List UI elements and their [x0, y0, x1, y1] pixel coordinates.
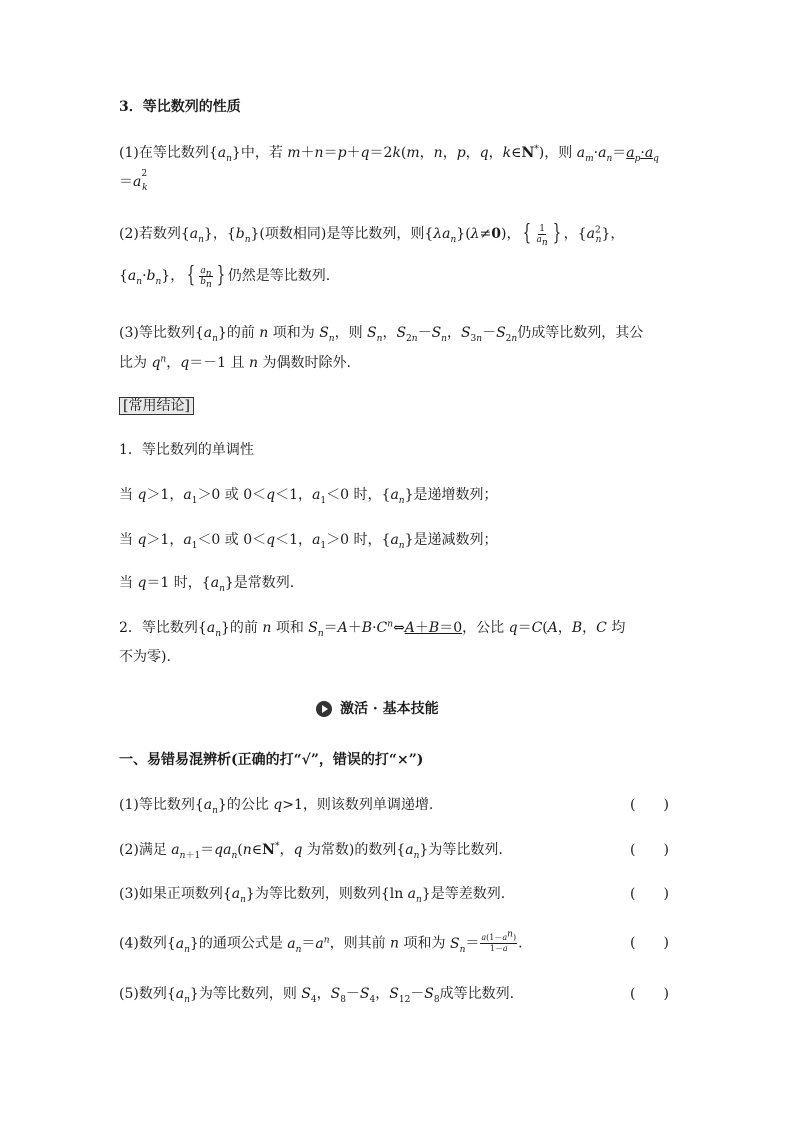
answer-paren-3[interactable]: ( ) [630, 886, 669, 902]
play-icon [316, 701, 332, 717]
answer-paren-1[interactable]: ( ) [630, 797, 669, 813]
section-title-properties: 3．等比数列的性质 [119, 99, 241, 115]
conclusion-2: 2．等比数列$\{a_n\}$的前 n 项和 $S_n=A+B\cdot C^n\Leftrightarrow A+B=0$，公比 q＝C(A，B，C 均 [119, 619, 626, 639]
property-2-cont: $\{a_n\cdot b_n\}$， { $\frac{a_n}{b_n}$ } 仍然是等比数列. [119, 263, 331, 290]
exercise-2: (2)满足 $a_{n+1}=qa_n(n\in N^*$，q 为常数)的数列$\{a_n\}$为等比数列. [119, 841, 503, 861]
answer-paren-2[interactable]: ( ) [630, 842, 669, 858]
exercise-3: (3)如果正项数列$\{a_n\}$为等比数列，则数列{ln $a_n$}是等差数列. [119, 886, 506, 905]
exercise-5: (5)数列$\{a_n\}$为等比数列，则 $S_4$，$S_8-S_4$，$S_{12}-S_8$成等比数列. [119, 986, 515, 1005]
common-conclusions-tag: [常用结论] [119, 396, 194, 416]
answer-paren-5[interactable]: ( ) [630, 986, 669, 1002]
exercise-title: 一、易错易混辨析(正确的打“√”，错误的打“×”) [119, 752, 424, 768]
activate-heading: 激活 · 基本技能 [316, 699, 439, 719]
exercise-4: (4)数列$\{a_n\}$的通项公式是 $a_n=a^n$，则其前 n 项和为 $S_n=$ $\frac{a(1-a^n)}{1-a}$ . [119, 929, 523, 955]
answer-paren-4[interactable]: ( ) [630, 935, 669, 951]
property-2: (2)若数列$\{a_n\}$，$\{b_n\}$(项数相同)是等比数列，则$\{\lambda a_n\}(\lambda\ne 0)$， { $\frac{1}{a_n}$ } ，$\{a^2_n\}$， [119, 221, 625, 248]
property-1-cont: $=a^2_k$ [119, 169, 148, 193]
monotonic-constant: 当 q＝1 时，$\{a_n\}$是常数列. [119, 575, 295, 594]
exercise-1: (1)等比数列$\{a_n\}$的公比 q>1，则该数列单调递增. [119, 797, 434, 816]
monotonic-title: 1．等比数列的单调性 [119, 442, 254, 458]
property-3: (3)等比数列$\{a_n\}$的前 n 项和为 $S_n$，则 $S_n$，$S_{2n}-S_n$，$S_{3n}-S_{2n}$仍成等比数列，其公 [119, 325, 644, 344]
property-1: (1)在等比数列$\{a_n\}$中，若 m＋n＝p＋q＝2k(m，n，p，q，k∈N*)，则 $a_m\cdot a_n=a_p\cdot a_q$ [119, 144, 659, 164]
property-3-cont: 比为 $q^n$，q＝－1 且 n 为偶数时除外. [119, 354, 351, 371]
conclusion-2-cont: 不为零). [119, 649, 171, 665]
monotonic-decreasing: 当 q＞1，$a_1<0$ 或 0＜q＜1，$a_1>0$ 时，$\{a_n\}$是递减数列； [119, 532, 498, 551]
monotonic-increasing: 当 q＞1，$a_1>0$ 或 0＜q＜1，$a_1<0$ 时，$\{a_n\}$是递增数列； [119, 487, 498, 506]
